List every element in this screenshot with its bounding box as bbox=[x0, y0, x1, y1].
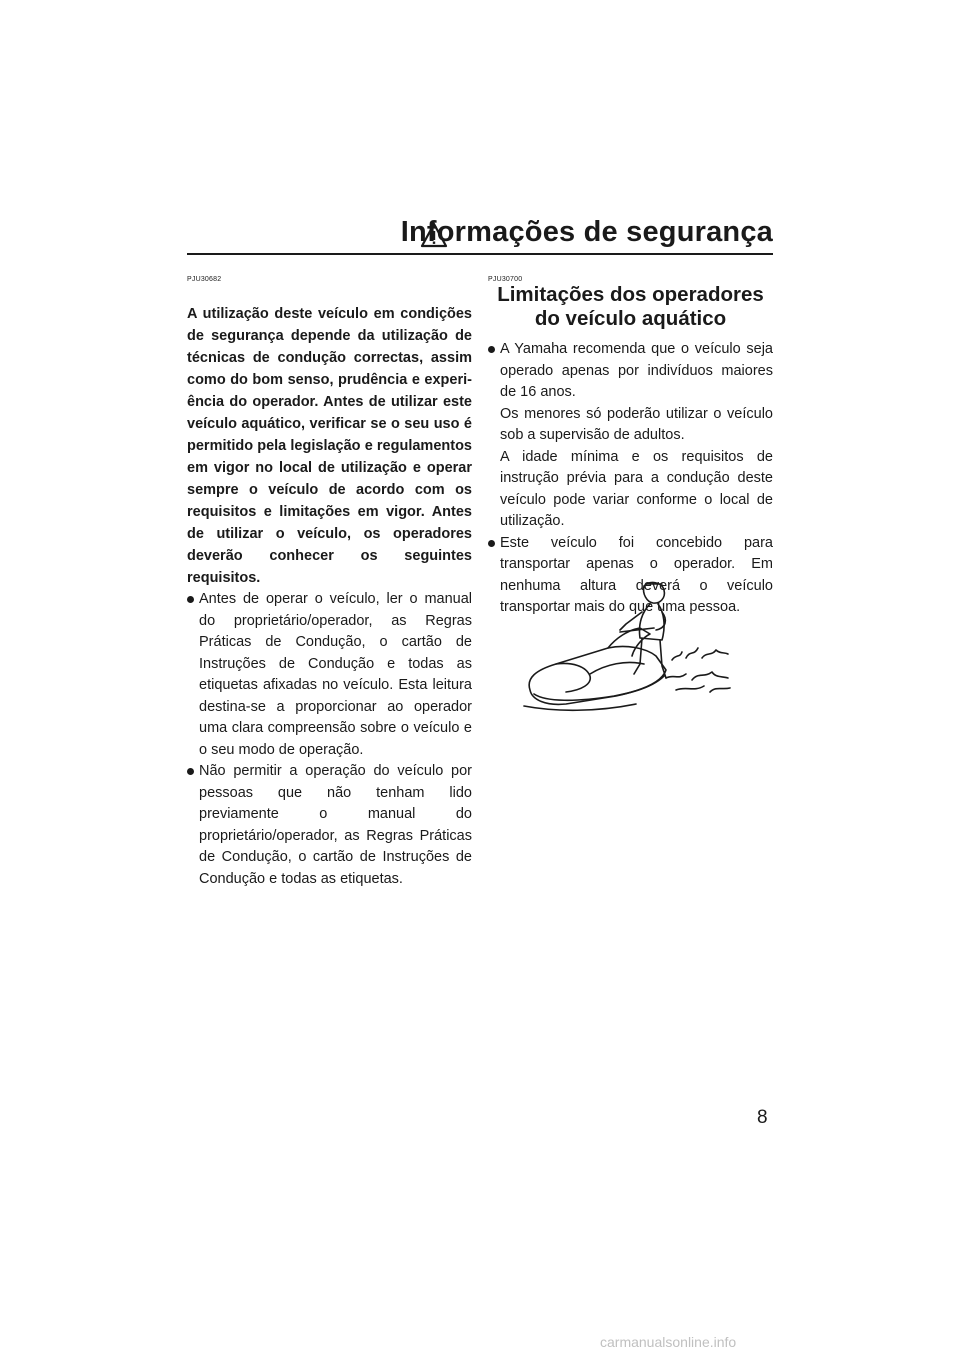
bullet-icon bbox=[187, 768, 194, 775]
operator-limits-list bbox=[488, 339, 773, 619]
bullet-icon bbox=[488, 540, 495, 547]
page-title: Informações de segurança bbox=[400, 216, 773, 248]
jet-ski-rider-illustration bbox=[516, 578, 738, 724]
right-column bbox=[488, 276, 773, 619]
bullet-icon bbox=[488, 346, 495, 353]
list-item bbox=[488, 339, 773, 533]
list-item-text: Antes de operar o veículo, ler o manual do proprietário/operador, as Regras Práticas de Condução, o cartão de Instruções de Condução e todas as etiquetas afixadas no veículo. Esta leitura destina-se a proporcionar ao operador uma clara compreensão sobre o veículo e o seu modo de operação. bbox=[199, 591, 472, 758]
list-item-text: A Yamaha recomenda que o veículo seja operado apenas por indivíduos maiores de 16 anos. bbox=[500, 341, 773, 400]
page-header bbox=[187, 216, 773, 256]
section-code: PJU30682 bbox=[187, 276, 222, 283]
intro-paragraph: A utilização deste veículo em condições de segurança depende da utilização de técnicas de condução correctas, assim como do bom senso, prudência e experiência do operador. Antes de utilizar este veículo aquático, verificar se o seu uso é permitido pela legislação e regulamentos em vigor no local de utilização e operar sempre o veículo de acordo com os requisitos e limitações em vigor. Antes de utilizar o veículo, os operadores deverão conhecer os seguintes requisitos. bbox=[187, 306, 472, 586]
list-item-text: A idade mínima e os requisitos de instrução prévia para a condução deste veículo pode variar conforme o local de utilização. bbox=[500, 448, 773, 529]
list-item-text: Este veículo foi concebido para transportar apenas o operador. Em nenhuma altura deverá o veículo transportar mais do que uma pessoa. bbox=[500, 534, 773, 615]
list-item bbox=[187, 589, 472, 761]
header-rule bbox=[187, 253, 773, 255]
left-column bbox=[187, 276, 472, 890]
requirements-list bbox=[187, 589, 472, 890]
list-item-text: Os menores só poderão utilizar o veículo sob a supervisão de adultos. bbox=[500, 405, 773, 443]
section-heading: Limitações dos operadores do veículo aquático bbox=[497, 283, 764, 330]
watermark: carmanualsonline.info bbox=[600, 1334, 737, 1350]
list-item bbox=[187, 761, 472, 890]
bullet-icon bbox=[187, 596, 194, 603]
list-item-text: Não permitir a operação do veículo por pessoas que não tenham lido previamente o manual do proprietário/operador, as Regras Práticas de Condução, o cartão de Instruções de Condução e todas as etiquetas. bbox=[199, 763, 472, 887]
section-code: PJU30700 bbox=[488, 276, 523, 283]
page-number: 8 bbox=[757, 1107, 768, 1128]
